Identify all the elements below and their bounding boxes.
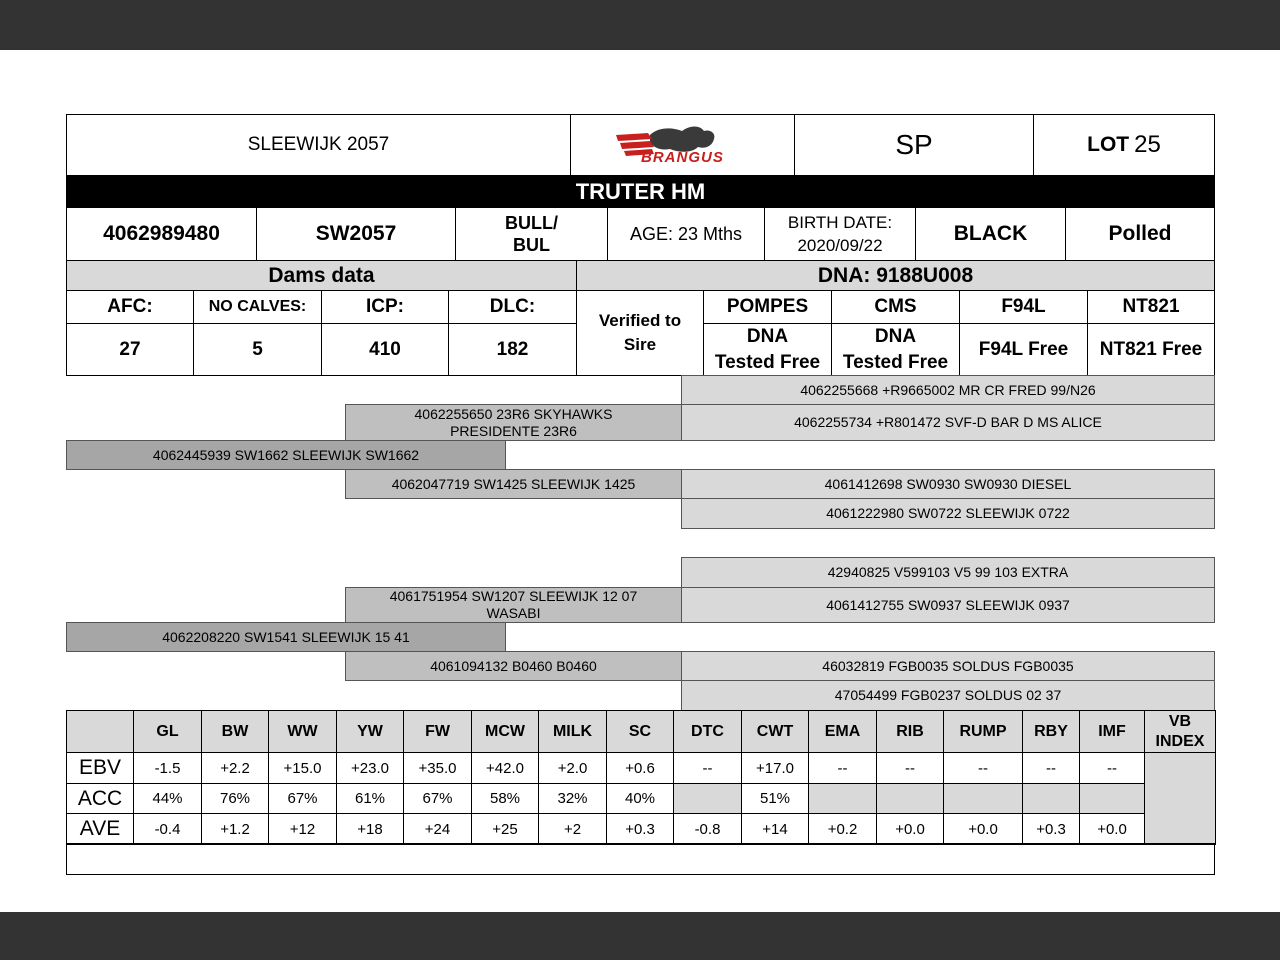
bottom-frame-bar — [0, 912, 1280, 960]
pedigree-sire-dam-sire: 4061412698 SW0930 SW0930 DIESEL — [681, 469, 1215, 499]
ebv-cell-ebv-rby-text: -- — [1046, 759, 1056, 777]
dna-header-nt821: NT821 — [1087, 290, 1215, 324]
ebv-cell-ebv-rby — [1022, 752, 1080, 784]
ebv-cell-ebv-fw-text: +35.0 — [418, 759, 457, 777]
animal-name: SLEEWIJK 2057 — [66, 114, 571, 176]
ebv-cell-ebv-mcw-text: +42.0 — [486, 759, 524, 777]
ebv-cell-acc-bw-text: 76% — [219, 790, 251, 807]
dams-value-afc: 27 — [66, 323, 194, 376]
ebv-header-sc — [606, 710, 674, 753]
ebv-cell-ave-ema — [808, 813, 877, 845]
animal-id: 4062989480 — [66, 207, 257, 261]
ebv-cell-ebv-gl-text: -1.5 — [154, 759, 181, 777]
ebv-cell-ave-rby-text: +0.3 — [1036, 820, 1066, 838]
ebv-row-label-ebv — [66, 752, 134, 784]
ebv-cell-ave-mcw — [471, 813, 539, 845]
ebv-cell-ave-rby — [1022, 813, 1080, 845]
ebv-cell-ave-rib-text: +0.0 — [895, 820, 925, 838]
ebv-cell-ave-sc — [606, 813, 674, 845]
ebv-header-vb-index-text: VB INDEX — [1155, 712, 1205, 750]
lot-number: 25 — [1134, 131, 1161, 158]
animal-sex: BULL/ BUL — [455, 207, 608, 261]
ebv-cell-ebv-milk-text: +2.0 — [557, 759, 588, 777]
ebv-cell-ebv-rump-text: -- — [978, 759, 988, 777]
brangus-logo — [570, 114, 795, 176]
ebv-cell-ebv-bw-text: +2.2 — [220, 759, 250, 777]
ebv-header-milk — [538, 710, 607, 753]
ebv-cell-acc-gl-text: 44% — [152, 790, 183, 807]
dna-value-pompes: DNA Tested Free — [703, 323, 832, 376]
ebv-cell-acc-mcw-text: 58% — [489, 790, 521, 807]
ebv-cell-acc-fw — [403, 783, 472, 814]
ebv-header-ema-text: EMA — [824, 722, 861, 740]
ebv-vb-index-value — [1144, 752, 1216, 845]
dams-header-icp: ICP: — [321, 290, 449, 324]
ebv-row-label-ebv-text: EBV — [78, 756, 122, 779]
birth-date-value: 2020/09/22 — [797, 236, 883, 255]
ebv-cell-ave-bw — [201, 813, 269, 845]
verified-to-sire: Verified to Sire — [576, 290, 704, 376]
animal-tag: SW2057 — [256, 207, 456, 261]
ebv-cell-acc-yw — [336, 783, 404, 814]
ebv-header-fw-text: FW — [425, 722, 450, 740]
ebv-cell-acc-milk — [538, 783, 607, 814]
ebv-header-ema — [808, 710, 877, 753]
ebv-cell-acc-mcw — [471, 783, 539, 814]
ebv-cell-ebv-ww-text: +15.0 — [283, 759, 322, 777]
top-frame-bar — [0, 0, 1280, 50]
ebv-header-rby-text: RBY — [1034, 722, 1068, 740]
pedigree-sire-sire-dam: 4062255734 +R801472 SVF-D BAR D MS ALICE — [681, 404, 1215, 441]
pedigree-dam: 4062208220 SW1541 SLEEWIJK 15 41 — [66, 622, 506, 652]
pedigree-sire: 4062445939 SW1662 SLEEWIJK SW1662 — [66, 440, 506, 470]
pedigree-dam-sire-dam: 4061412755 SW0937 SLEEWIJK 0937 — [681, 587, 1215, 623]
ebv-row-label-acc-text: ACC — [77, 786, 123, 810]
ebv-cell-ave-sc-text: +0.3 — [625, 820, 655, 838]
ebv-cell-ebv-dtc-text: -- — [702, 759, 713, 777]
ebv-row-label-ave — [66, 813, 134, 845]
ebv-header-rump-text: RUMP — [959, 722, 1007, 740]
ebv-cell-ave-yw-text: +18 — [357, 820, 383, 838]
ebv-cell-acc-rump — [943, 783, 1023, 814]
ebv-cell-ave-yw — [336, 813, 404, 845]
ebv-header-gl-text: GL — [156, 722, 179, 740]
dna-value-nt821: NT821 Free — [1087, 323, 1215, 376]
pedigree-sire-sire-sire: 4062255668 +R9665002 MR CR FRED 99/N26 — [681, 375, 1215, 405]
ebv-cell-ave-imf — [1079, 813, 1145, 845]
animal-colour: BLACK — [915, 207, 1066, 261]
ebv-cell-ave-dtc — [673, 813, 742, 845]
ebv-cell-ave-rump-text: +0.0 — [968, 820, 998, 838]
ebv-cell-ave-mcw-text: +25 — [492, 820, 518, 838]
animal-age: AGE: 23 Mths — [607, 207, 765, 261]
ebv-cell-acc-imf — [1079, 783, 1145, 814]
ebv-cell-ebv-imf-text: -- — [1107, 759, 1117, 777]
ebv-cell-ave-bw-text: +1.2 — [220, 820, 250, 838]
dna-title: DNA: 9188U008 — [576, 260, 1215, 291]
ebv-cell-ebv-bw — [201, 752, 269, 784]
ebv-cell-ave-ww-text: +12 — [289, 820, 316, 838]
ebv-cell-acc-sc — [606, 783, 674, 814]
ebv-cell-ave-gl — [133, 813, 202, 845]
ebv-cell-ebv-cwt — [741, 752, 809, 784]
dams-value-calves: 5 — [193, 323, 322, 376]
ebv-cell-acc-milk-text: 32% — [557, 790, 588, 807]
ebv-cell-ebv-rump — [943, 752, 1023, 784]
ebv-cell-ave-fw-text: +24 — [424, 820, 451, 838]
ebv-cell-ebv-cwt-text: +17.0 — [756, 759, 794, 777]
pedigree-dam-dam-dam: 47054499 FGB0237 SOLDUS 02 37 — [681, 680, 1215, 711]
ebv-header-corner — [66, 710, 134, 753]
ebv-row-label-acc — [66, 783, 134, 814]
ebv-cell-acc-gl — [133, 783, 202, 814]
pedigree-sire-sire: 4062255650 23R6 SKYHAWKS PRESIDENTE 23R6 — [345, 404, 682, 441]
ebv-cell-ebv-rib-text: -- — [905, 759, 915, 777]
ebv-row-label-ave-text: AVE — [79, 817, 121, 840]
ebv-cell-ave-cwt — [741, 813, 809, 845]
ebv-cell-ave-gl-text: -0.4 — [154, 820, 181, 838]
ebv-cell-acc-rby — [1022, 783, 1080, 814]
dna-value-f94l: F94L Free — [959, 323, 1088, 376]
ebv-cell-acc-bw — [201, 783, 269, 814]
ebv-header-mcw-text: MCW — [485, 722, 525, 740]
ebv-header-yw-text: YW — [357, 722, 383, 740]
ebv-header-rby — [1022, 710, 1080, 753]
lot-label: LOT — [1087, 133, 1130, 156]
dams-header-afc: AFC: — [66, 290, 194, 324]
ebv-cell-acc-ww — [268, 783, 337, 814]
ebv-header-yw — [336, 710, 404, 753]
ebv-header-sc-text: SC — [628, 722, 652, 740]
ebv-header-rib-text: RIB — [896, 722, 924, 740]
ebv-cell-acc-cwt — [741, 783, 809, 814]
pedigree-sire-dam: 4062047719 SW1425 SLEEWIJK 1425 — [345, 469, 682, 499]
ebv-cell-ebv-ema-text: -- — [837, 759, 848, 777]
pedigree-dam-dam: 4061094132 B0460 B0460 — [345, 651, 682, 681]
dams-header-dlc: DLC: — [448, 290, 577, 324]
dna-header-cms: CMS — [831, 290, 960, 324]
ebv-cell-ave-rib — [876, 813, 944, 845]
pedigree-dam-sire-sire: 42940825 V599103 V5 99 103 EXTRA — [681, 557, 1215, 588]
ebv-header-fw — [403, 710, 472, 753]
ebv-cell-acc-ww-text: 67% — [287, 790, 318, 807]
ebv-cell-ave-ema-text: +0.2 — [827, 820, 858, 838]
birth-date — [764, 207, 916, 261]
ebv-cell-acc-fw-text: 67% — [422, 790, 453, 807]
ebv-header-bw-text: BW — [221, 722, 249, 740]
ebv-cell-ebv-rib — [876, 752, 944, 784]
ebv-header-ww — [268, 710, 337, 753]
dna-header-f94l: F94L — [959, 290, 1088, 324]
ebv-cell-ave-ww — [268, 813, 337, 845]
ebv-cell-ebv-sc — [606, 752, 674, 784]
ebv-cell-ave-dtc-text: -0.8 — [694, 820, 721, 838]
ebv-header-dtc-text: DTC — [691, 722, 724, 740]
ebv-cell-acc-cwt-text: 51% — [759, 790, 791, 807]
ebv-cell-ave-milk-text: +2 — [563, 820, 582, 838]
ebv-cell-ebv-gl — [133, 752, 202, 784]
ebv-cell-acc-sc-text: 40% — [624, 790, 656, 807]
ebv-header-vb-index — [1144, 710, 1216, 753]
ebv-cell-ave-milk — [538, 813, 607, 845]
ebv-header-cwt — [741, 710, 809, 753]
dams-value-dlc: 182 — [448, 323, 577, 376]
ebv-cell-ebv-yw-text: +23.0 — [351, 759, 389, 777]
ebv-cell-ave-fw — [403, 813, 472, 845]
ebv-cell-ave-rump — [943, 813, 1023, 845]
ebv-footer-row — [66, 843, 1215, 875]
ebv-header-rump — [943, 710, 1023, 753]
ebv-header-rib — [876, 710, 944, 753]
ebv-header-cwt-text: CWT — [756, 722, 794, 740]
ebv-cell-ave-cwt-text: +14 — [762, 820, 788, 838]
ebv-cell-ebv-ww — [268, 752, 337, 784]
ebv-cell-ave-imf-text: +0.0 — [1097, 820, 1127, 838]
dams-data-title: Dams data — [66, 260, 577, 291]
lot-box — [1033, 114, 1215, 176]
ebv-header-mcw — [471, 710, 539, 753]
category-code: SP — [794, 114, 1034, 176]
animal-horn-status: Polled — [1065, 207, 1215, 261]
ebv-cell-acc-rib — [876, 783, 944, 814]
ebv-header-imf — [1079, 710, 1145, 753]
pedigree-dam-dam-sire: 46032819 FGB0035 SOLDUS FGB0035 — [681, 651, 1215, 681]
ebv-cell-ebv-imf — [1079, 752, 1145, 784]
breeder-name: TRUTER HM — [66, 175, 1215, 208]
ebv-cell-ebv-fw — [403, 752, 472, 784]
ebv-cell-ebv-sc-text: +0.6 — [625, 759, 655, 777]
ebv-header-dtc — [673, 710, 742, 753]
ebv-header-milk-text: MILK — [552, 722, 593, 740]
ebv-cell-acc-dtc — [673, 783, 742, 814]
ebv-cell-ebv-ema — [808, 752, 877, 784]
birth-date-label: BIRTH DATE: — [787, 213, 893, 232]
ebv-header-imf-text: IMF — [1098, 722, 1126, 740]
dams-header-calves: NO CALVES: — [193, 290, 322, 324]
ebv-cell-acc-yw-text: 61% — [354, 790, 386, 807]
ebv-cell-ebv-dtc — [673, 752, 742, 784]
dna-header-pompes: POMPES — [703, 290, 832, 324]
ebv-header-ww-text: WW — [287, 722, 318, 740]
ebv-cell-acc-ema — [808, 783, 877, 814]
ebv-header-gl — [133, 710, 202, 753]
ebv-cell-ebv-milk — [538, 752, 607, 784]
pedigree-sire-dam-dam: 4061222980 SW0722 SLEEWIJK 0722 — [681, 498, 1215, 529]
dams-value-icp: 410 — [321, 323, 449, 376]
dna-value-cms: DNA Tested Free — [831, 323, 960, 376]
pedigree-dam-sire: 4061751954 SW1207 SLEEWIJK 12 07 WASABI — [345, 587, 682, 623]
logo-text: BRANGUS — [641, 149, 724, 166]
ebv-header-bw — [201, 710, 269, 753]
ebv-cell-ebv-mcw — [471, 752, 539, 784]
ebv-cell-ebv-yw — [336, 752, 404, 784]
